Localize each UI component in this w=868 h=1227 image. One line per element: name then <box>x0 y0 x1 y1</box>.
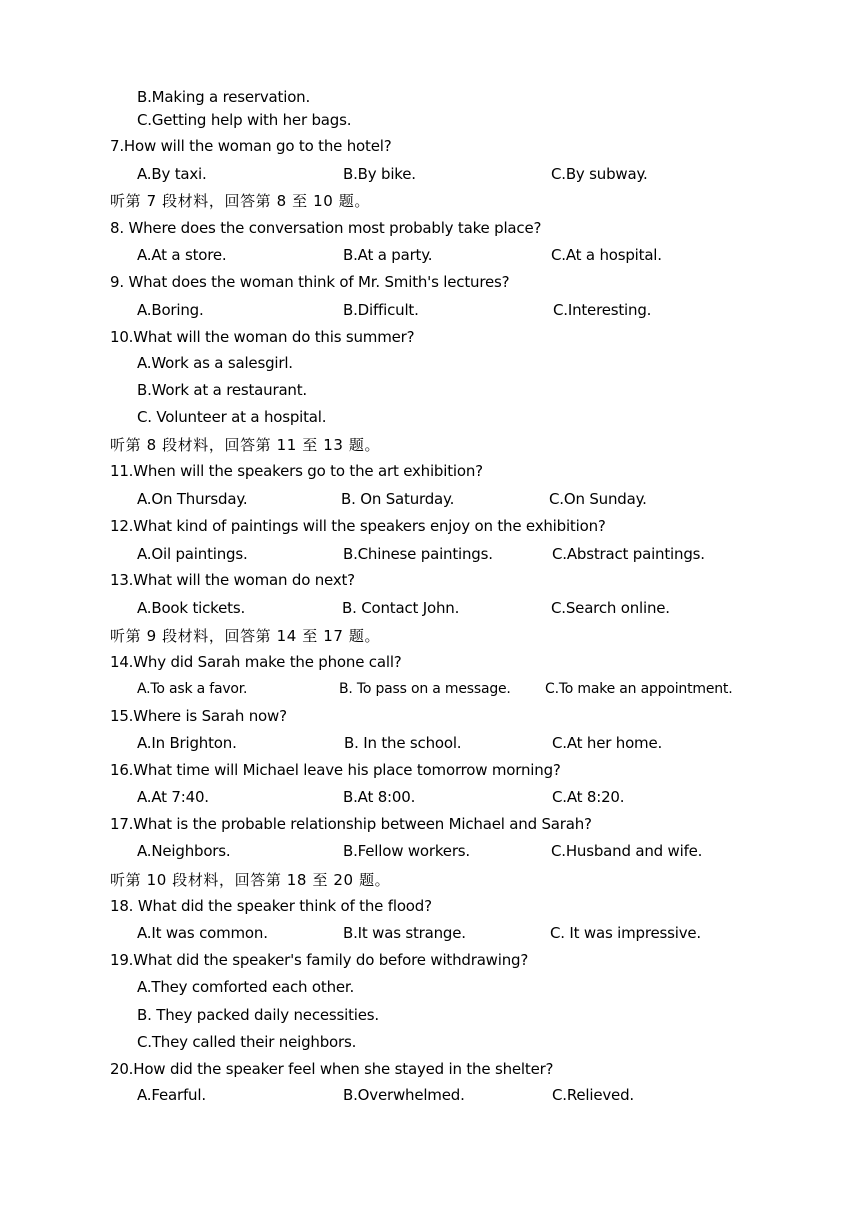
option-c: C.On Sunday. <box>549 490 647 508</box>
section-heading: 听第 8 段材料，回答第 11 至 13 题。 <box>110 436 381 454</box>
question-16: 16.What time will Michael leave his place tomorrow morning? <box>110 761 561 779</box>
question-10: 10.What will the woman do this summer? <box>110 328 415 346</box>
option-c: C.Interesting. <box>553 301 652 319</box>
option-b: B.Making a reservation. <box>137 88 311 106</box>
question-14: 14.Why did Sarah make the phone call? <box>110 653 402 671</box>
option-a: A.In Brighton. <box>137 734 237 752</box>
option-b: B. On Saturday. <box>341 490 455 508</box>
option-b: B.By bike. <box>343 165 416 183</box>
question-13: 13.What will the woman do next? <box>110 571 355 589</box>
option-b: B. To pass on a message. <box>339 681 511 697</box>
option-b: B.Chinese paintings. <box>343 545 493 563</box>
question-20: 20.How did the speaker feel when she stayed in the shelter? <box>110 1060 554 1078</box>
option-c: C.At her home. <box>552 734 663 752</box>
option-a: A.Neighbors. <box>137 842 231 860</box>
option-b: B.Work at a restaurant. <box>137 381 307 399</box>
option-b: B.At 8:00. <box>343 788 416 806</box>
option-c: C. Volunteer at a hospital. <box>137 408 327 426</box>
option-a: A.Oil paintings. <box>137 545 248 563</box>
option-a: A.By taxi. <box>137 165 207 183</box>
option-a: A.They comforted each other. <box>137 978 355 996</box>
option-b: B.Difficult. <box>343 301 419 319</box>
option-b: B. They packed daily necessities. <box>137 1006 379 1024</box>
option-c: C.Abstract paintings. <box>552 545 705 563</box>
option-b: B.Fellow workers. <box>343 842 470 860</box>
option-a: A.At 7:40. <box>137 788 209 806</box>
question-19: 19.What did the speaker's family do before withdrawing? <box>110 951 529 969</box>
option-b: B.It was strange. <box>343 924 466 942</box>
option-c: C.At a hospital. <box>551 246 662 264</box>
question-15: 15.Where is Sarah now? <box>110 707 287 725</box>
question-11: 11.When will the speakers go to the art exhibition? <box>110 462 483 480</box>
option-c: C.At 8:20. <box>552 788 625 806</box>
question-12: 12.What kind of paintings will the speakers enjoy on the exhibition? <box>110 517 606 535</box>
option-a: A.Boring. <box>137 301 204 319</box>
question-8: 8. Where does the conversation most probably take place? <box>110 219 542 237</box>
option-c: C. It was impressive. <box>550 924 701 942</box>
option-c: C.Husband and wife. <box>551 842 703 860</box>
option-a: A.To ask a favor. <box>137 681 248 697</box>
option-c: C.Relieved. <box>552 1086 634 1104</box>
option-c: C.Getting help with her bags. <box>137 111 352 129</box>
section-heading: 听第 7 段材料，回答第 8 至 10 题。 <box>110 192 370 210</box>
section-heading: 听第 10 段材料，回答第 18 至 20 题。 <box>110 871 391 889</box>
option-b: B. Contact John. <box>342 599 460 617</box>
option-a: A.Book tickets. <box>137 599 246 617</box>
option-a: A.On Thursday. <box>137 490 248 508</box>
question-18: 18. What did the speaker think of the flood? <box>110 897 432 915</box>
question-9: 9. What does the woman think of Mr. Smith's lectures? <box>110 273 510 291</box>
option-c: C.To make an appointment. <box>545 681 733 697</box>
option-a: A.It was common. <box>137 924 268 942</box>
question-7: 7.How will the woman go to the hotel? <box>110 137 392 155</box>
option-a: A.At a store. <box>137 246 227 264</box>
option-c: C.Search online. <box>551 599 670 617</box>
option-c: C.They called their neighbors. <box>137 1033 357 1051</box>
option-c: C.By subway. <box>551 165 648 183</box>
option-a: A.Fearful. <box>137 1086 206 1104</box>
option-b: B. In the school. <box>344 734 462 752</box>
option-b: B.Overwhelmed. <box>343 1086 465 1104</box>
question-17: 17.What is the probable relationship between Michael and Sarah? <box>110 815 592 833</box>
option-a: A.Work as a salesgirl. <box>137 354 293 372</box>
section-heading: 听第 9 段材料，回答第 14 至 17 题。 <box>110 627 381 645</box>
option-b: B.At a party. <box>343 246 433 264</box>
